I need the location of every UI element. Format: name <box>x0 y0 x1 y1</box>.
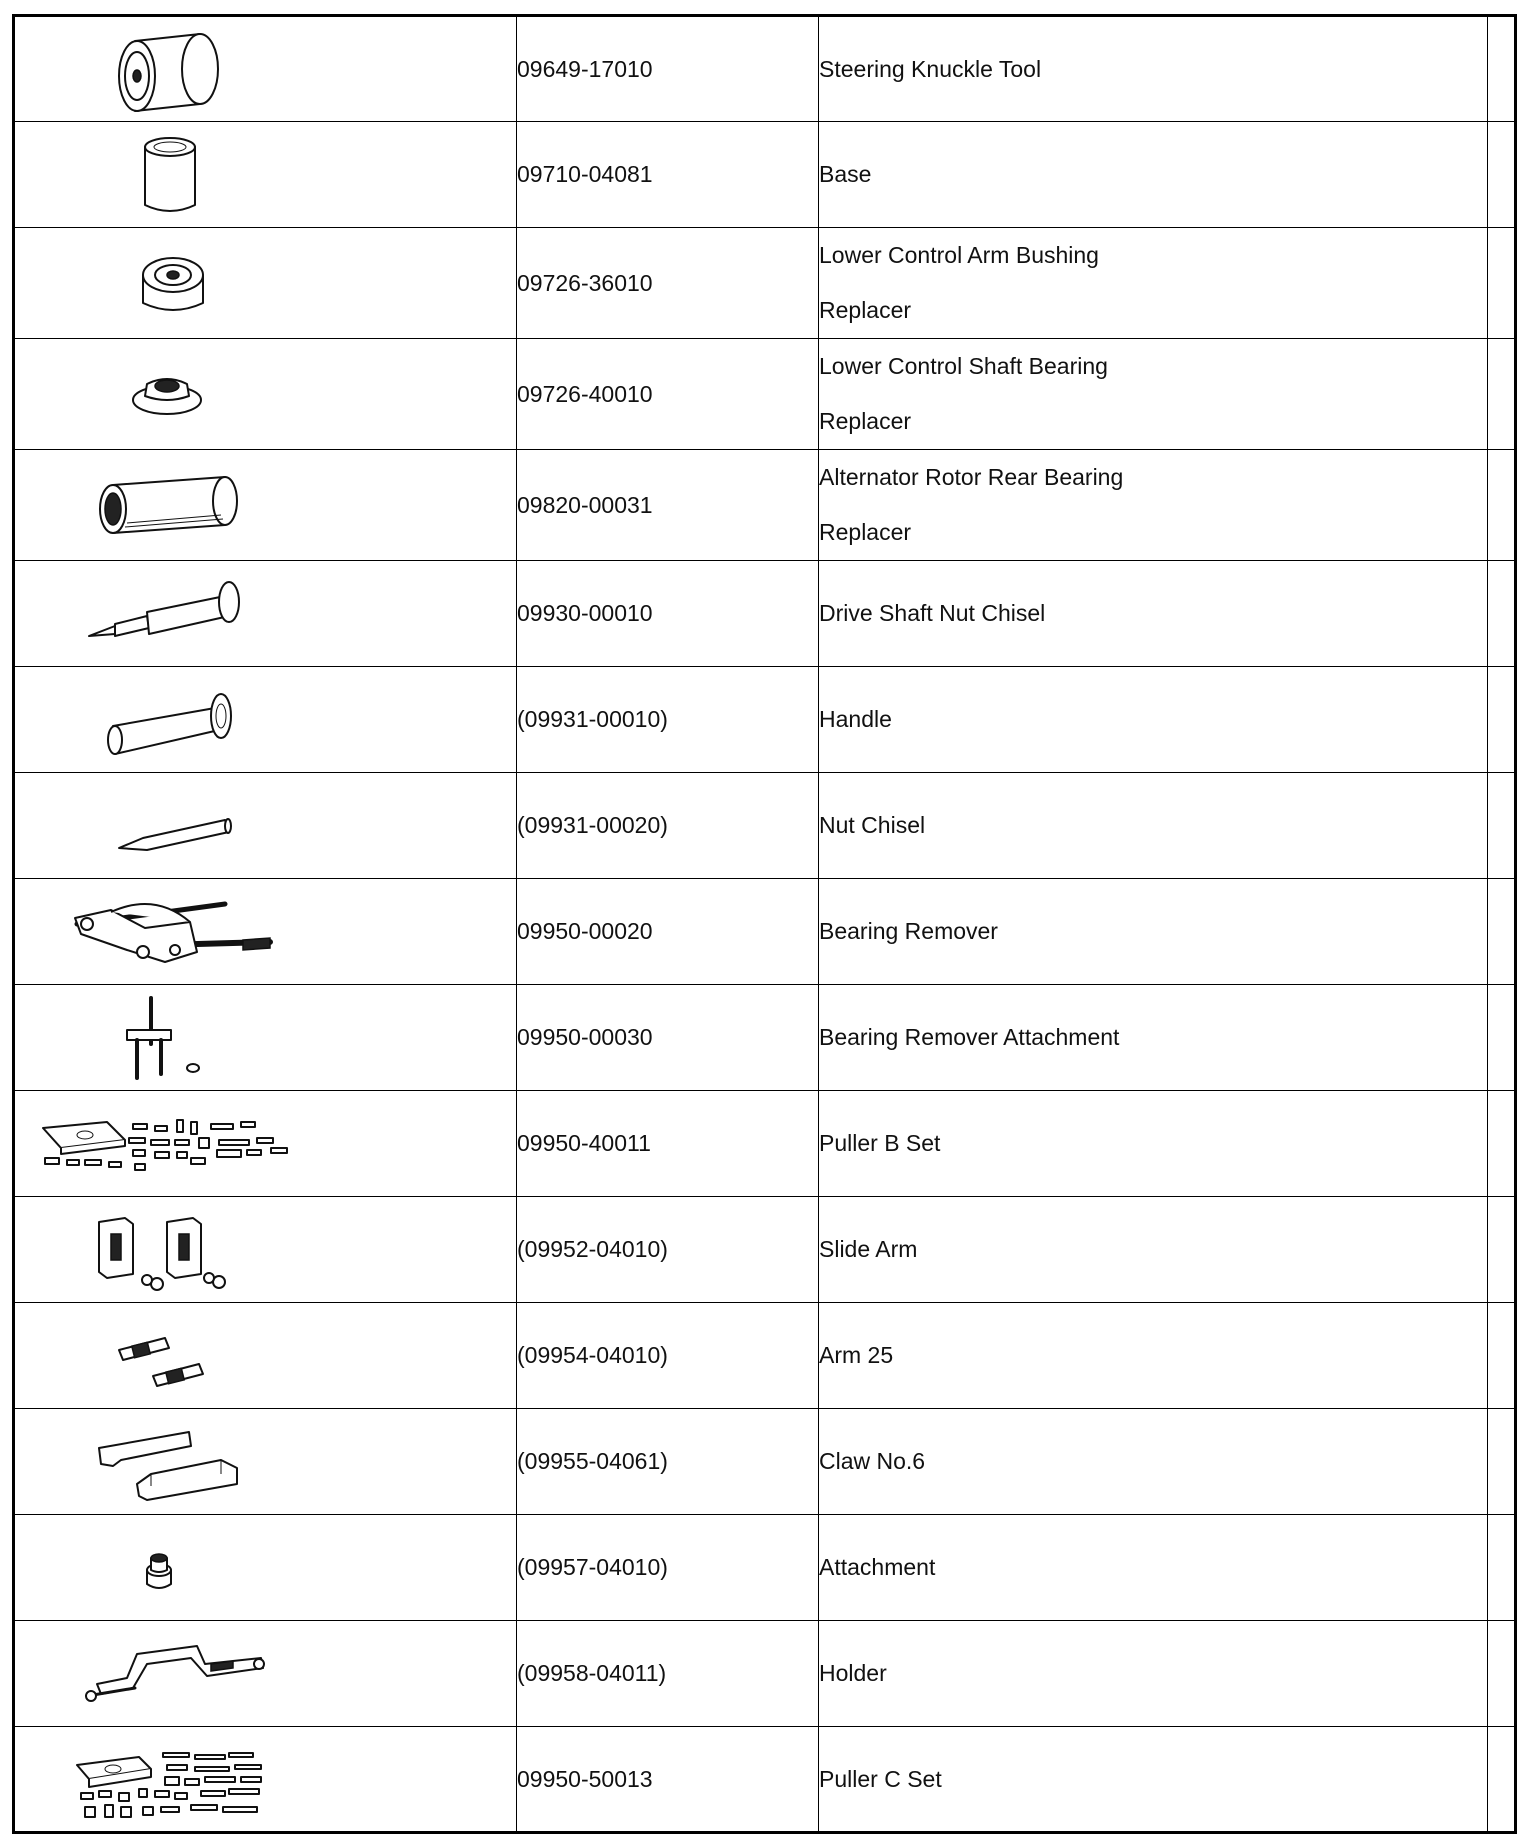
remarks-cell <box>1488 16 1516 122</box>
claw-icon <box>15 1412 518 1512</box>
remarks-cell <box>1488 1727 1516 1833</box>
part-number: (09958-04011) <box>517 1621 819 1727</box>
tool-illustration-cell <box>14 122 517 228</box>
attachment-icon <box>15 1518 518 1618</box>
tool-illustration-cell <box>14 1727 517 1833</box>
table-row <box>14 1621 1516 1727</box>
base-cylinder-icon <box>15 125 518 225</box>
tool-illustration-cell <box>14 1091 517 1197</box>
part-number: (09931-00020) <box>517 773 819 879</box>
part-number: 09950-40011 <box>517 1091 819 1197</box>
part-number: (09931-00010) <box>517 667 819 773</box>
remarks-cell <box>1488 561 1516 667</box>
tool-illustration-cell <box>14 667 517 773</box>
steering-knuckle-tool-icon <box>15 19 518 119</box>
part-number: 09726-40010 <box>517 339 819 450</box>
part-number: (09952-04010) <box>517 1197 819 1303</box>
table-row <box>14 1197 1516 1303</box>
remarks-cell <box>1488 773 1516 879</box>
table-row <box>14 122 1516 228</box>
nut-chisel-icon <box>15 776 518 876</box>
part-number: 09710-04081 <box>517 122 819 228</box>
table-row <box>14 667 1516 773</box>
table-row <box>14 879 1516 985</box>
tool-description: Nut Chisel <box>819 773 1488 879</box>
tool-description: Arm 25 <box>819 1303 1488 1409</box>
puller-c-set-icon <box>15 1729 518 1829</box>
bearing-remover-attachment-icon <box>15 988 518 1088</box>
tool-description: Bearing Remover <box>819 879 1488 985</box>
tool-description: Slide Arm <box>819 1197 1488 1303</box>
tool-description: Alternator Rotor Rear Bearing Replacer <box>819 450 1488 561</box>
part-number: (09955-04061) <box>517 1409 819 1515</box>
remarks-cell <box>1488 1197 1516 1303</box>
part-number: 09726-36010 <box>517 228 819 339</box>
bushing-replacer-icon <box>15 233 518 333</box>
tool-description: Puller C Set <box>819 1727 1488 1833</box>
part-number: 09930-00010 <box>517 561 819 667</box>
tool-illustration-cell <box>14 1197 517 1303</box>
remarks-cell <box>1488 1409 1516 1515</box>
table-row <box>14 450 1516 561</box>
part-number: 09950-50013 <box>517 1727 819 1833</box>
tool-illustration-cell <box>14 879 517 985</box>
table-row <box>14 773 1516 879</box>
tool-illustration-cell <box>14 1515 517 1621</box>
tool-description: Attachment <box>819 1515 1488 1621</box>
table-row <box>14 1515 1516 1621</box>
remarks-cell <box>1488 879 1516 985</box>
part-number: 09820-00031 <box>517 450 819 561</box>
tool-description: Lower Control Arm Bushing Replacer <box>819 228 1488 339</box>
tool-illustration-cell <box>14 985 517 1091</box>
part-number: 09950-00020 <box>517 879 819 985</box>
tool-illustration-cell <box>14 16 517 122</box>
table-row <box>14 985 1516 1091</box>
bearing-replacer-ring-icon <box>15 344 518 444</box>
tool-description: Claw No.6 <box>819 1409 1488 1515</box>
tool-illustration-cell <box>14 450 517 561</box>
tool-description: Lower Control Shaft Bearing Replacer <box>819 339 1488 450</box>
remarks-cell <box>1488 985 1516 1091</box>
tool-description: Drive Shaft Nut Chisel <box>819 561 1488 667</box>
remarks-cell <box>1488 450 1516 561</box>
arm-25-icon <box>15 1306 518 1406</box>
tool-illustration-cell <box>14 339 517 450</box>
tool-illustration-cell <box>14 773 517 879</box>
table-row <box>14 339 1516 450</box>
holder-icon <box>15 1624 518 1724</box>
table-row <box>14 1409 1516 1515</box>
table-row <box>14 228 1516 339</box>
remarks-cell <box>1488 1091 1516 1197</box>
remarks-cell <box>1488 228 1516 339</box>
remarks-cell <box>1488 122 1516 228</box>
handle-icon <box>15 670 518 770</box>
table-row <box>14 16 1516 122</box>
tool-illustration-cell <box>14 1621 517 1727</box>
tool-illustration-cell <box>14 228 517 339</box>
part-number: (09957-04010) <box>517 1515 819 1621</box>
table-row <box>14 1303 1516 1409</box>
remarks-cell <box>1488 1621 1516 1727</box>
remarks-cell <box>1488 1515 1516 1621</box>
remarks-cell <box>1488 339 1516 450</box>
part-number: 09649-17010 <box>517 16 819 122</box>
tool-description: Base <box>819 122 1488 228</box>
part-number: (09954-04010) <box>517 1303 819 1409</box>
special-service-tools-table <box>12 14 1517 1834</box>
tube-replacer-icon <box>15 455 518 555</box>
table-row <box>14 1091 1516 1197</box>
bearing-remover-icon <box>15 882 518 982</box>
tool-illustration-cell <box>14 1409 517 1515</box>
remarks-cell <box>1488 1303 1516 1409</box>
table-row <box>14 1727 1516 1833</box>
tool-description: Puller B Set <box>819 1091 1488 1197</box>
remarks-cell <box>1488 667 1516 773</box>
tool-illustration-cell <box>14 561 517 667</box>
tool-description: Steering Knuckle Tool <box>819 16 1488 122</box>
tool-illustration-cell <box>14 1303 517 1409</box>
tool-description: Bearing Remover Attachment <box>819 985 1488 1091</box>
nut-chisel-with-handle-icon <box>15 564 518 664</box>
table-row <box>14 561 1516 667</box>
tool-description: Holder <box>819 1621 1488 1727</box>
puller-b-set-icon <box>15 1094 518 1194</box>
part-number: 09950-00030 <box>517 985 819 1091</box>
slide-arm-icon <box>15 1200 518 1300</box>
tool-description: Handle <box>819 667 1488 773</box>
